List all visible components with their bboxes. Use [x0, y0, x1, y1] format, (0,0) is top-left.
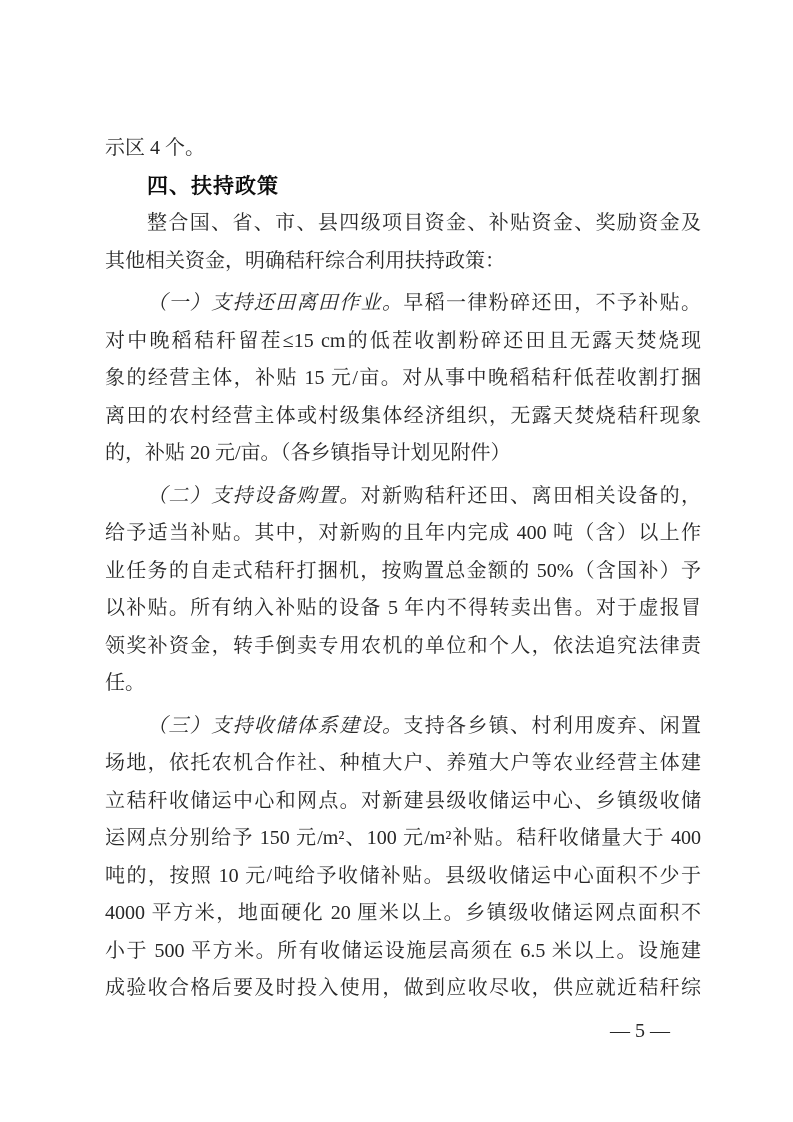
- text-segment: 吨的，按照 10 元/吨给予收储补贴。县级收储运中心面积不少于: [105, 864, 701, 887]
- text-line: [105, 478, 701, 516]
- text-segment: 离田的农村经营主体或村级集体经济组织，无露天焚烧秸秆现象: [105, 404, 701, 427]
- text-line: [105, 285, 701, 323]
- text-line: [105, 820, 701, 858]
- text-segment: 业任务的自走式秸秆打捆机，按购置总金额的 50%（含国补）予: [105, 559, 701, 582]
- text-segment: 示区 4 个。: [105, 137, 205, 159]
- text-segment: 运网点分别给予 150 元/m²、100 元/m²补贴。秸秆收储量大于 400: [105, 827, 701, 849]
- paragraph-lead: （二）支持设备购置。: [147, 484, 361, 507]
- text-line: [105, 783, 701, 821]
- text-segment: 象的经营主体，补贴 15 元/亩。对从事中晚稻秸秆低茬收割打捆: [105, 367, 701, 389]
- document-body: [105, 130, 701, 1008]
- text-line: [105, 553, 701, 591]
- text-segment: 场地，依托农机合作社、种植大户、养殖大户等农业经营主体建: [105, 752, 701, 774]
- text-segment: 任。: [105, 672, 145, 694]
- text-line: [105, 970, 701, 1008]
- text-segment: 4000 平方米，地面硬化 20 厘米以上。乡镇级收储运网点面积不: [105, 902, 701, 924]
- text-segment: 早稻一律粉碎还田，不予补贴。: [403, 292, 702, 314]
- text-segment: 其他相关资金，明确秸秆综合利用扶持政策：: [105, 249, 505, 272]
- text-line: [105, 858, 701, 896]
- text-line: [105, 628, 701, 666]
- text-line: [105, 515, 701, 553]
- text-line: [105, 398, 701, 436]
- paragraph-lead: （一）支持还田离田作业。: [147, 292, 404, 314]
- text-line: [105, 665, 701, 703]
- text-line: [105, 323, 701, 361]
- text-line: [105, 435, 701, 473]
- text-segment: 的，补贴 20 元/亩。（各乡镇指导计划见附件）: [105, 442, 511, 464]
- text-segment: 立秸秆收储运中心和网点。对新建县级收储运中心、乡镇级收储: [105, 789, 701, 812]
- text-segment: 对新购秸秆还田、离田相关设备的，: [360, 484, 702, 507]
- paragraph-lead: （三）支持收储体系建设。: [147, 714, 404, 737]
- text-segment: 支持各乡镇、村利用废弃、闲置: [403, 714, 702, 737]
- text-segment: 领奖补资金，转手倒卖专用农机的单位和个人，依法追究法律责: [105, 634, 701, 657]
- text-segment: 小于 500 平方米。所有收储运设施层高须在 6.5 米以上。设施建: [105, 939, 701, 962]
- page-number: — 5 —: [610, 1020, 670, 1042]
- section-heading: 四、扶持政策: [147, 174, 279, 198]
- text-line: [105, 745, 701, 783]
- text-line: [105, 708, 701, 746]
- text-segment: 成验收合格后要及时投入使用，做到应收尽收，供应就近秸秆综: [105, 977, 701, 999]
- text-line: [105, 933, 701, 971]
- text-line: [105, 590, 701, 628]
- text-line: [105, 895, 701, 933]
- text-line: [105, 205, 701, 243]
- text-segment: 整合国、省、市、县四级项目资金、补贴资金、奖励资金及: [147, 212, 701, 234]
- text-segment: 以补贴。所有纳入补贴的设备 5 年内不得转卖出售。对于虚报冒: [105, 597, 701, 619]
- text-line: [105, 243, 701, 281]
- text-line: [105, 360, 701, 398]
- text-segment: 对中晚稻秸秆留茬≤15 cm的低茬收割粉碎还田且无露天焚烧现: [105, 329, 701, 352]
- text-segment: 给予适当补贴。其中，对新购的且年内完成 400 吨（含）以上作: [105, 522, 701, 544]
- text-line: [105, 168, 701, 206]
- text-line: [105, 130, 701, 168]
